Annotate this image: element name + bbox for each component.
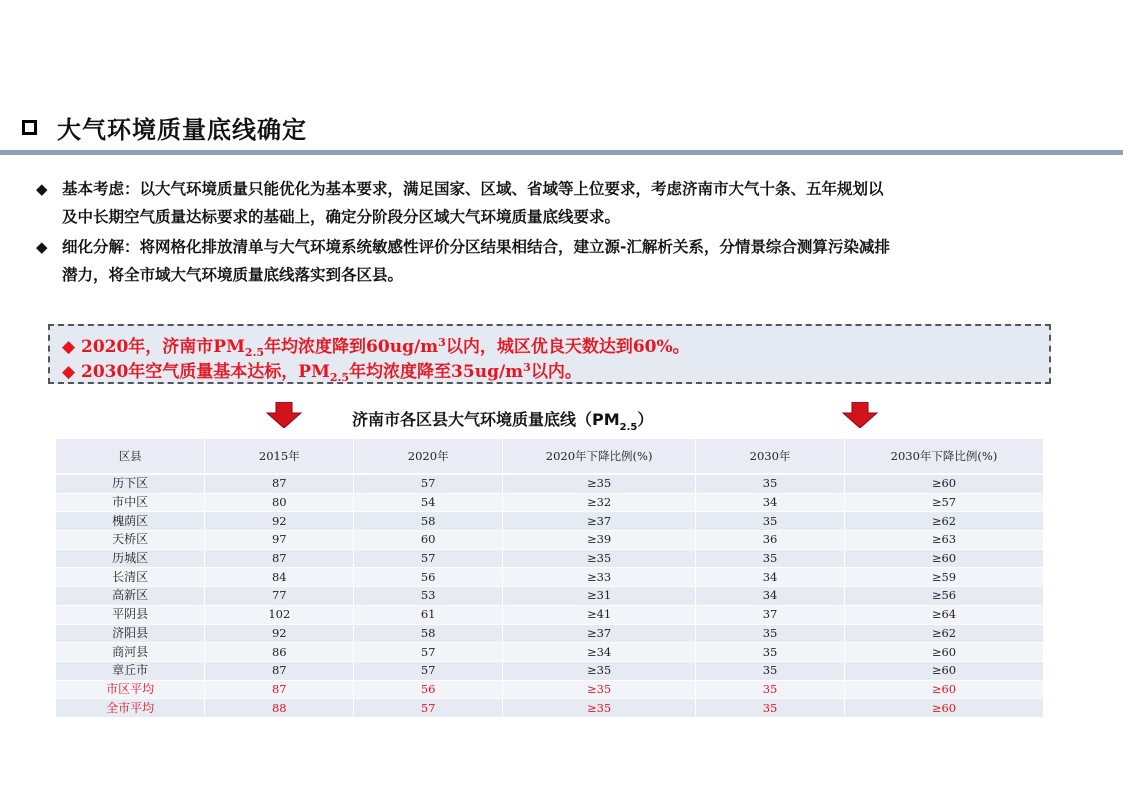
district-name-cell: 市中区 — [56, 493, 205, 512]
table-cell: 88 — [205, 699, 354, 718]
table-cell: ≥35 — [503, 474, 696, 493]
district-name-cell: 槐荫区 — [56, 512, 205, 531]
table-cell: 87 — [205, 549, 354, 568]
table-row — [56, 605, 1044, 624]
table-cell: 87 — [205, 661, 354, 680]
table-cell: 58 — [354, 624, 503, 643]
district-name-cell: 市区平均 — [56, 680, 205, 699]
target-text: 以内，城区优良天数达到60%。 — [445, 337, 690, 357]
table-cell: ≥39 — [503, 531, 696, 550]
bullet-line: 及中长期空气质量达标要求的基础上，确定分阶段分区域大气环境质量底线要求。 — [62, 208, 621, 226]
table-cell: 61 — [354, 605, 503, 624]
table-title-subscript: 2.5 — [619, 422, 638, 433]
table-body — [56, 474, 1044, 717]
table-cell: 87 — [205, 680, 354, 699]
bullet-item — [36, 233, 1086, 289]
table-cell: ≥32 — [503, 493, 696, 512]
table-cell: ≥35 — [503, 699, 696, 718]
table-cell: ≥64 — [845, 605, 1044, 624]
target-text: 年均浓度降至35ug/m — [349, 362, 524, 382]
district-name-cell: 平阴县 — [56, 605, 205, 624]
table-cell: 35 — [696, 643, 845, 662]
table-cell: ≥34 — [503, 643, 696, 662]
column-header: 2020年下降比例(%) — [503, 439, 696, 474]
table-row — [56, 549, 1044, 568]
target-2020 — [62, 332, 690, 357]
bullet-item — [36, 175, 1086, 231]
down-arrow-icon — [842, 402, 878, 428]
table-row — [56, 568, 1044, 587]
table-cell: ≥60 — [845, 661, 1044, 680]
down-arrow-icon — [266, 402, 302, 428]
table-cell: 57 — [354, 474, 503, 493]
table-cell: 60 — [354, 531, 503, 550]
column-header: 2020年 — [354, 439, 503, 474]
table-cell: ≥60 — [845, 643, 1044, 662]
target-text: 年均浓度降到60ug/m — [264, 337, 439, 357]
table-cell: ≥60 — [845, 699, 1044, 718]
table-cell: ≥37 — [503, 512, 696, 531]
target-highlight-box — [48, 324, 1051, 384]
target-text: ◆ 2020年，济南市PM — [62, 337, 245, 357]
bullet-list — [36, 175, 1086, 291]
table-cell: 54 — [354, 493, 503, 512]
table-cell: 37 — [696, 605, 845, 624]
district-name-cell: 历城区 — [56, 549, 205, 568]
table-row — [56, 680, 1044, 699]
table-row — [56, 699, 1044, 718]
table-cell: ≥62 — [845, 624, 1044, 643]
table-cell: 87 — [205, 474, 354, 493]
title-divider — [0, 150, 1123, 155]
district-name-cell: 历下区 — [56, 474, 205, 493]
table-cell: 86 — [205, 643, 354, 662]
air-quality-table — [56, 439, 1044, 718]
table-row — [56, 531, 1044, 550]
table-cell: ≥62 — [845, 512, 1044, 531]
table-cell: 53 — [354, 587, 503, 606]
table-cell: 97 — [205, 531, 354, 550]
table-cell: 77 — [205, 587, 354, 606]
table-cell: ≥35 — [503, 661, 696, 680]
target-superscript: 3 — [523, 361, 531, 374]
table-cell: ≥37 — [503, 624, 696, 643]
table-cell: ≥63 — [845, 531, 1044, 550]
table-cell: ≥59 — [845, 568, 1044, 587]
table-row — [56, 512, 1044, 531]
table-row — [56, 624, 1044, 643]
slide-title: 大气环境质量底线确定 — [57, 115, 307, 144]
table-cell: 57 — [354, 549, 503, 568]
table-cell: 58 — [354, 512, 503, 531]
table-cell: ≥60 — [845, 680, 1044, 699]
table-row — [56, 661, 1044, 680]
table-cell: 57 — [354, 699, 503, 718]
table-cell: 35 — [696, 549, 845, 568]
table-cell: ≥60 — [845, 549, 1044, 568]
table-cell: ≥35 — [503, 549, 696, 568]
table-cell: 56 — [354, 568, 503, 587]
target-subscript: 2.5 — [329, 371, 350, 384]
table-cell: 35 — [696, 680, 845, 699]
table-cell: 34 — [696, 587, 845, 606]
table-title — [352, 407, 654, 433]
table-title-text: ） — [637, 410, 654, 429]
table-cell: 36 — [696, 531, 845, 550]
column-header: 区县 — [56, 439, 205, 474]
table-title-text: 济南市各区县大气环境质量底线（PM — [352, 410, 620, 429]
square-bullet-icon — [22, 120, 37, 135]
table-row — [56, 493, 1044, 512]
table-cell: 56 — [354, 680, 503, 699]
table-row — [56, 587, 1044, 606]
table-cell: 92 — [205, 512, 354, 531]
target-2030 — [62, 357, 582, 382]
target-text: ◆ 2030年空气质量基本达标，PM — [62, 362, 330, 382]
district-name-cell: 济阳县 — [56, 624, 205, 643]
table-cell: 80 — [205, 493, 354, 512]
table-cell: ≥31 — [503, 587, 696, 606]
table-cell: ≥33 — [503, 568, 696, 587]
table-cell: 35 — [696, 661, 845, 680]
table-cell: 35 — [696, 474, 845, 493]
bullet-line: 细化分解：将网格化排放清单与大气环境系统敏感性评价分区结果相结合，建立源-汇解析关系，分情景综合测算污染减排 — [62, 238, 890, 256]
target-subscript: 2.5 — [244, 346, 265, 359]
slide-title-row — [22, 112, 307, 142]
target-text: 以内。 — [530, 362, 582, 382]
table-cell: ≥57 — [845, 493, 1044, 512]
table-row — [56, 474, 1044, 493]
district-name-cell: 全市平均 — [56, 699, 205, 718]
table-cell: ≥56 — [845, 587, 1044, 606]
diamond-bullet-icon: ◆ — [36, 180, 48, 198]
district-name-cell: 天桥区 — [56, 531, 205, 550]
table-cell: 34 — [696, 493, 845, 512]
district-name-cell: 章丘市 — [56, 661, 205, 680]
target-superscript: 3 — [438, 336, 446, 349]
table-row — [56, 643, 1044, 662]
column-header: 2015年 — [205, 439, 354, 474]
table-cell: 102 — [205, 605, 354, 624]
table-header-row — [56, 439, 1044, 474]
bullet-line: 基本考虑：以大气环境质量只能优化为基本要求，满足国家、区域、省域等上位要求，考虑济南市大气十条、五年规划以 — [62, 180, 884, 198]
diamond-bullet-icon: ◆ — [36, 238, 48, 256]
table-cell: 84 — [205, 568, 354, 587]
table-cell: ≥35 — [503, 680, 696, 699]
table-cell: 34 — [696, 568, 845, 587]
bullet-line: 潜力，将全市域大气环境质量底线落实到各区县。 — [62, 266, 404, 284]
table-cell: ≥60 — [845, 474, 1044, 493]
table-cell: 35 — [696, 624, 845, 643]
table-cell: 92 — [205, 624, 354, 643]
district-name-cell: 商河县 — [56, 643, 205, 662]
district-name-cell: 长清区 — [56, 568, 205, 587]
column-header: 2030年 — [696, 439, 845, 474]
district-name-cell: 高新区 — [56, 587, 205, 606]
table-cell: 35 — [696, 699, 845, 718]
column-header: 2030年下降比例(%) — [845, 439, 1044, 474]
table-cell: 57 — [354, 643, 503, 662]
table-cell: ≥41 — [503, 605, 696, 624]
table-cell: 35 — [696, 512, 845, 531]
table-cell: 57 — [354, 661, 503, 680]
